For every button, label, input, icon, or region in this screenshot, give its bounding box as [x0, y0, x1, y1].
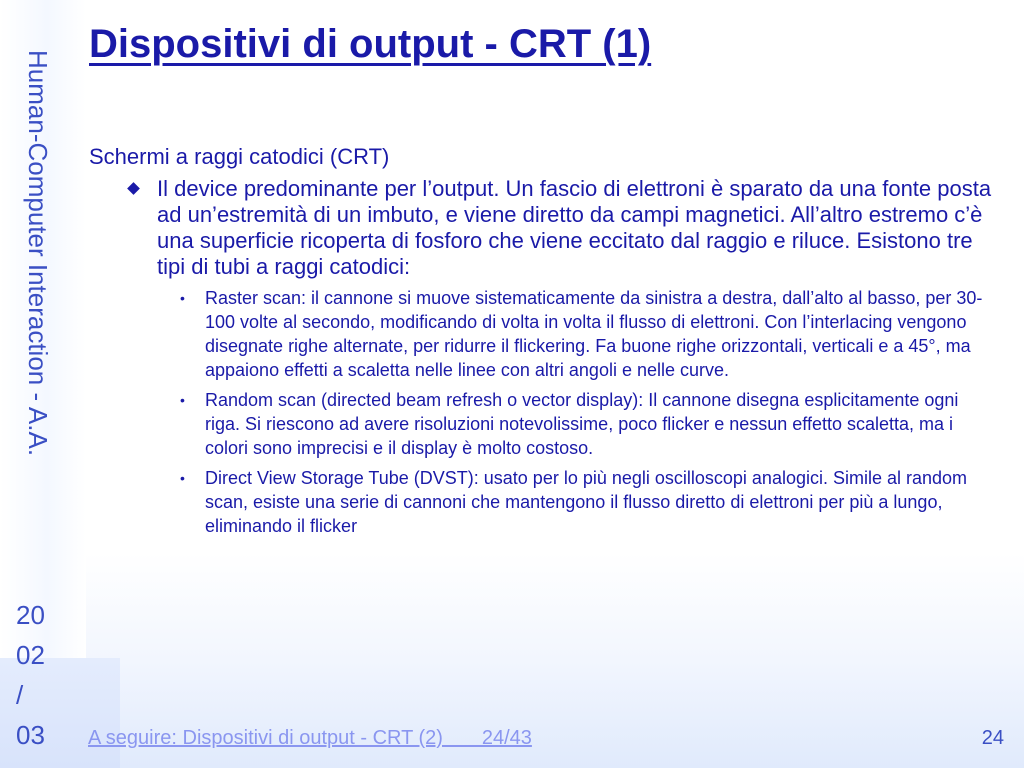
year-line-3: / [16, 680, 24, 710]
sub-bullet-random-scan [180, 388, 995, 460]
year-line-2: 02 [16, 640, 45, 670]
sub-bullet-dvst [180, 466, 995, 538]
main-bullet-text: Il device predominante per l’output. Un fascio di elettroni è sparato da una fonte posta ad un’estremità di un imbuto, e viene diretto da campi magnetici. All’altro estremo c’è una superficie ricoperta di fosforo che viene eccitato dal raggio e riluce. Esistono tre tipi di tubi a raggi catodici: [157, 176, 992, 279]
dot-bullet-icon: • [180, 470, 185, 486]
diamond-bullet-icon [127, 182, 140, 195]
slide-title: Dispositivi di output - CRT (1) [89, 22, 652, 66]
year-line-1: 20 [16, 600, 45, 630]
year-line-4: 03 [16, 720, 45, 750]
page-number: 24 [981, 727, 1004, 749]
section-heading: Schermi a raggi catodici (CRT) [89, 144, 390, 169]
academic-year [16, 595, 76, 755]
slide-content [89, 143, 999, 544]
dot-bullet-icon: • [180, 392, 185, 408]
dot-bullet-icon: • [180, 290, 185, 306]
next-slide-link[interactable]: A seguire: Dispositivi di output - CRT (2) 24/43 [88, 727, 532, 749]
sub-bullet-text: Direct View Storage Tube (DVST): usato per lo più negli oscilloscopi analogici. Simile al random scan, esiste una serie di cannoni che mantengono il flusso diretto di elettroni per più a lungo, eliminando il flicker [205, 468, 968, 536]
sub-bullet-text: Random scan (directed beam refresh o vector display): Il cannone disegna esplicitamente ogni riga. Si riescono ad avere risoluzioni notevolissime, poco flicker e nessun effetto scaletta, ma i colori sono imprecisi e il display è molto costoso. [205, 390, 959, 458]
vertical-course-title: Human-Computer Interaction - A.A. [23, 50, 53, 457]
sub-bullet-text: Raster scan: il cannone si muove sistematicamente da sinistra a destra, dall’alto al basso, per 30-100 volte al secondo, modificando di volta in volta il flusso di elettroni. Con l’interlacing vengono disegnate righe alternate, per ridurre il flickering. Fa buone righe orizzontali, verticali e a 45°, ma appaiono effetti a scaletta nelle linee con altri angoli e nelle curve. [205, 288, 983, 380]
sub-bullet-raster-scan [180, 286, 995, 382]
main-bullet [157, 176, 997, 280]
